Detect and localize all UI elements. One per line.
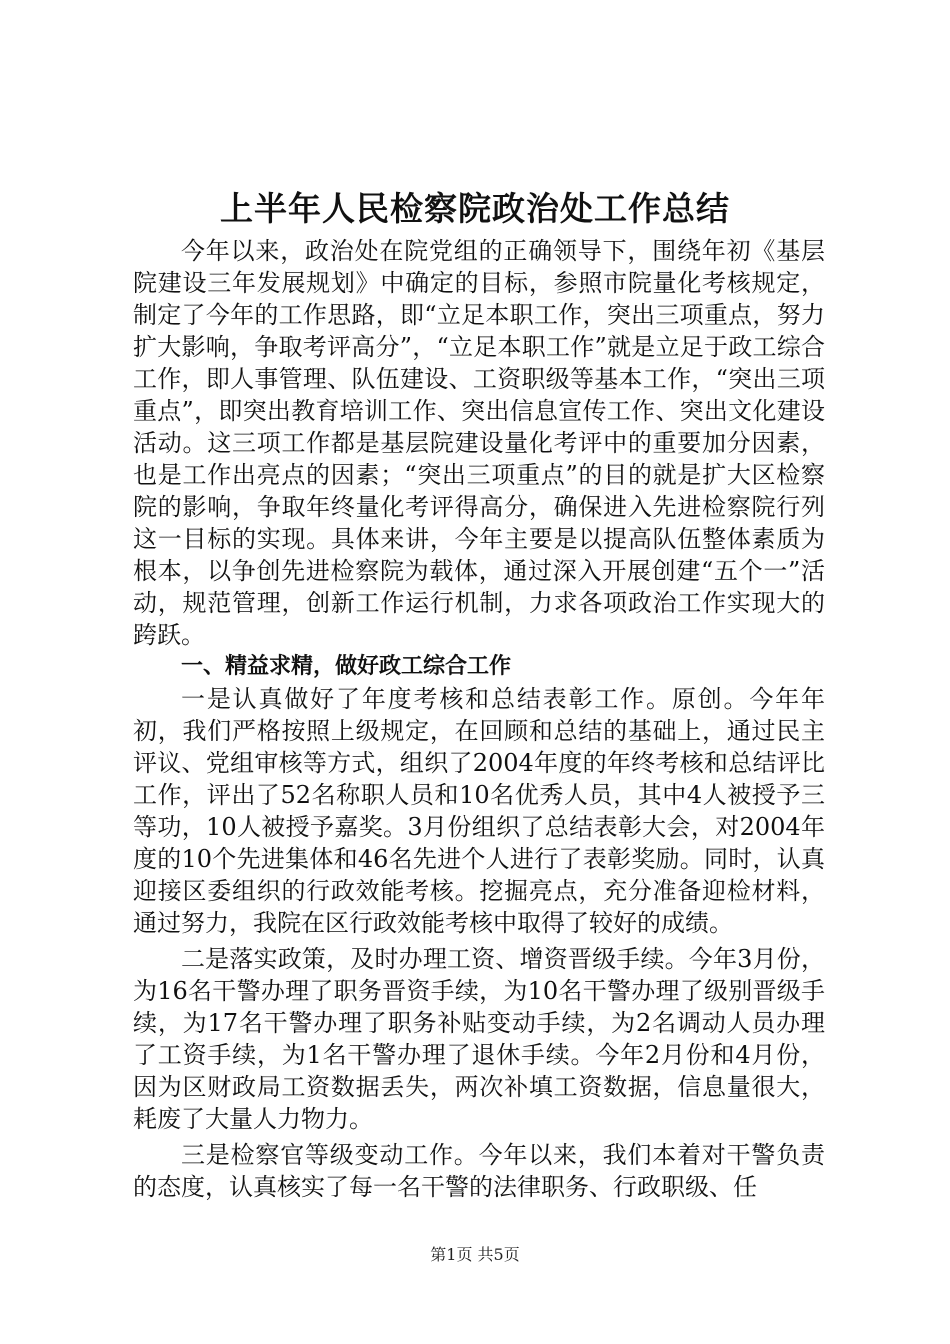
page-footer: 第1页 共5页 — [430, 1245, 520, 1264]
document-body — [133, 235, 825, 1203]
paragraph-assessment: 一是认真做好了年度考核和总结表彰工作。原创。今年年初，我们严格按照上级规定，在回顾和总结的基础上，通过民主评议、党组审核等方式，组织了2004年度的年终考核和总结评比工作，评出了52名称职人员和10名优秀人员，其中4人被授予三等功，10人被授予嘉奖。3月份组织了总结表彰大会，对2004年度的10个先进集体和46名先进个人进行了表彰奖励。同时，认真迎接区委组织的行政效能考核。挖掘亮点，充分准备迎检材料，通过努力，我院在区行政效能考核中取得了较好的成绩。 — [133, 685, 825, 937]
paragraph-prosecutor-grade: 三是检察官等级变动工作。今年以来，我们本着对干警负责的态度，认真核实了每一名干警的法律职务、行政职级、任 — [133, 1141, 825, 1201]
paragraph-salary: 二是落实政策，及时办理工资、增资晋级手续。今年3月份，为16名干警办理了职务晋资手续，为10名干警办理了级别晋级手续，为17名干警办理了职务补贴变动手续，为2名调动人员办理了工资手续，为1名干警办理了退休手续。今年2月份和4月份，因为区财政局工资数据丢失，两次补填工资数据，信息量很大，耗废了大量人力物力。 — [133, 945, 825, 1133]
section-heading: 一、精益求精，做好政工综合工作 — [181, 654, 512, 679]
paragraph-intro: 今年以来，政治处在院党组的正确领导下，围绕年初《基层院建设三年发展规划》中确定的目标，参照市院量化考核规定，制定了今年的工作思路，即“立足本职工作，突出三项重点，努力扩大影响，争取考评高分”，“立足本职工作”就是立足于政工综合工作，即人事管理、队伍建设、工资职级等基本工作，“突出三项重点”，即突出教育培训工作、突出信息宣传工作、突出文化建设活动。这三项工作都是基层院建设量化考评中的重要加分因素，也是工作出亮点的因素；“突出三项重点”的目的就是扩大区检察院的影响，争取年终量化考评得高分，确保进入先进检察院行列这一目标的实现。具体来讲，今年主要是以提高队伍整体素质为根本，以争创先进检察院为载体，通过深入开展创建“五个一”活动，规范管理，创新工作运行机制，力求各项政治工作实现大的跨跃。 — [133, 237, 825, 649]
document-title: 上半年人民检察院政治处工作总结 — [220, 189, 730, 228]
